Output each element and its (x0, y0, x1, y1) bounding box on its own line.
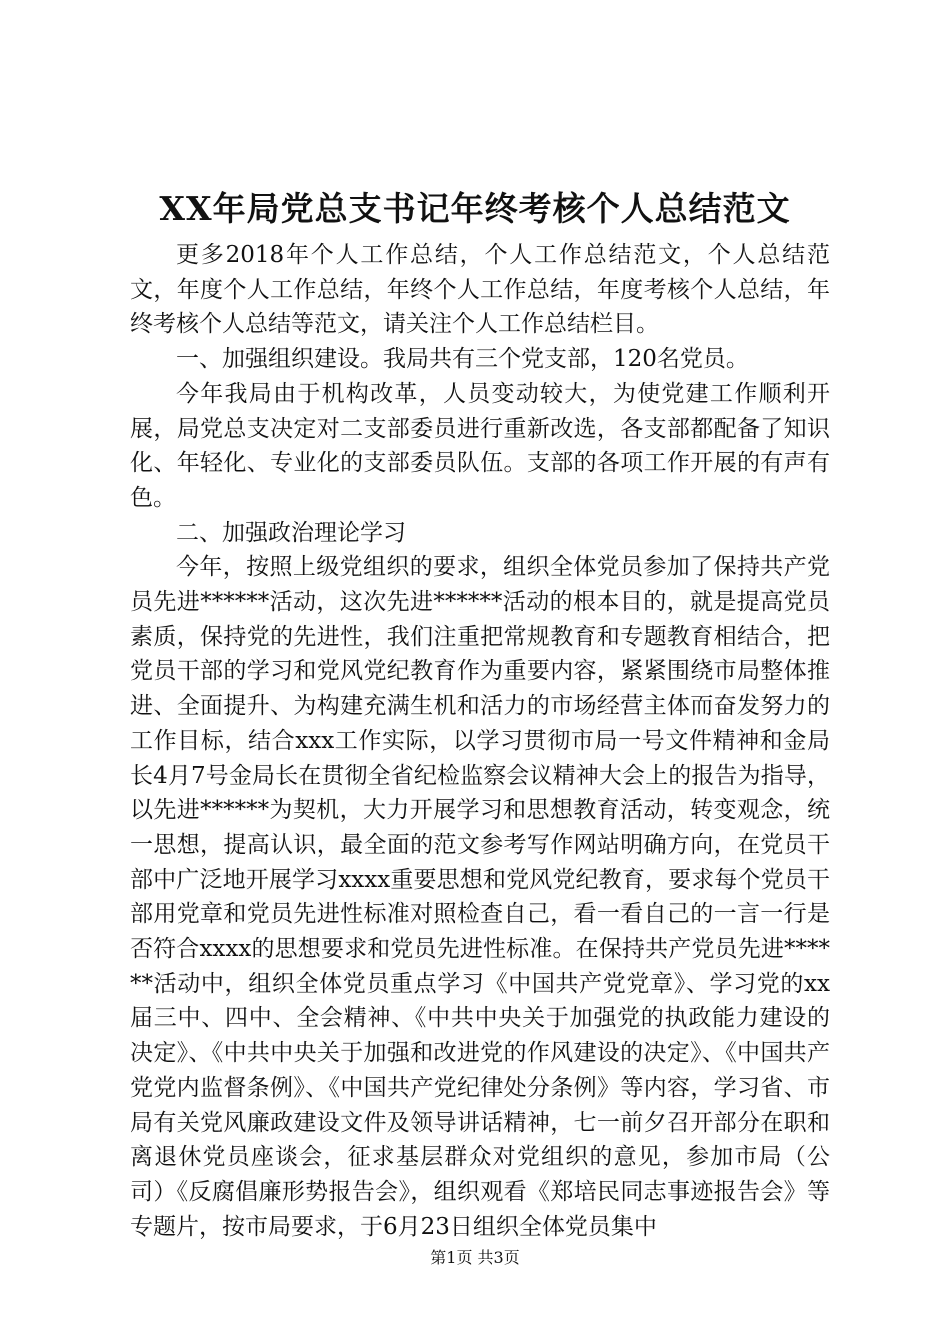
document-title: XX年局党总支书记年终考核个人总结范文 (159, 189, 791, 228)
page-number-footer: 第1页 共3页 (430, 1248, 520, 1267)
intro-paragraph: 更多2018年个人工作总结，个人工作总结范文，个人总结范文，年度个人工作总结，年终个人工作总结，年度考核个人总结，年终考核个人总结等范文，请关注个人工作总结栏目。 (130, 242, 830, 338)
section-one-paragraph: 今年我局由于机构改革，人员变动较大，为使党建工作顺利开展，局党总支决定对二支部委员进行重新改选，各支部都配备了知识化、年轻化、专业化的支部委员队伍。支部的各项工作开展的有声有色。 (130, 380, 830, 511)
section-one-heading: 一、加强组织建设。我局共有三个党支部，120名党员。 (176, 346, 749, 373)
document-body (130, 238, 830, 1244)
section-two-paragraph: 今年，按照上级党组织的要求，组织全体党员参加了保持共产党员先进******活动，这次先进******活动的根本目的，就是提高党员素质，保持党的先进性，我们注重把常规教育和专题教育相结合，把党员干部的学习和党风党纪教育作为重要内容，紧紧围绕市局整体推进、全面提升、为构建充满生机和活力的市场经营主体而奋发努力的工作目标，结合xxx工作实际，以学习贯彻市局一号文件精神和金局长4月7号金局长在贯彻全省纪检监察会议精神大会上的报告为指导，以先进******为契机，大力开展学习和思想教育活动，转变观念，统一思想，提高认识，最全面的范文参考写作网站明确方向，在党员干部中广泛地开展学习xxxx重要思想和党风党纪教育，要求每个党员干部用党章和党员先进性标准对照检查自己，看一看自己的一言一行是否符合xxxx的思想要求和党员先进性标准。在保持共产党员先进******活动中，组织全体党员重点学习《中国共产党党章》、学习党的xx届三中、四中、全会精神、《中共中央关于加强党的执政能力建设的决定》、《中共中央关于加强和改进党的作风建设的决定》、《中国共产党党内监督条例》、《中国共产党纪律处分条例》等内容，学习省、市局有关党风廉政建设文件及领导讲话精神，七一前夕召开部分在职和离退休党员座谈会，征求基层群众对党组织的意见，参加市局（公司）《反腐倡廉形势报告会》，组织观看《郑培民同志事迹报告会》等专题片，按市局要求，于6月23日组织全体党员集中 (130, 554, 830, 1240)
section-two-heading: 二、加强政治理论学习 (176, 519, 406, 546)
